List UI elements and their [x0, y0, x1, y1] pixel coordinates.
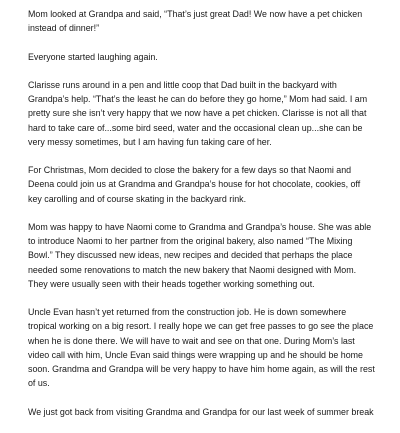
paragraph-clarisse-coop: Clarisse runs around in a pen and little coop that Dad built in the backyard with Grandpa’s help. “That’s the least he can do before they go home,” Mom had said. I am pretty sure she isn’t very happy that we now have a pet chicken. Clarisse is not all that hard to take care of...some bird seed, water and the occasional clean up...she can be very messy sometimes, but I am having fun taking care of her. — [28, 79, 368, 147]
document-body — [28, 7, 376, 433]
paragraph-uncle-evan: Uncle Evan hasn’t yet returned from the construction job. He is down somewhere tropical working on a big resort. I really hope we can get free passes to go see the place when he is done there. We will have to wait and see on that one. During Mom’s last video call with him, Uncle Evan said things were wrapping up and he should be home soon. Grandma and Grandpa will be very happy to have him home again, as will the rest of us. — [28, 307, 375, 389]
paragraph-naomi-bakery: Mom was happy to have Naomi come to Grandma and Grandpa’s house. She was able to introduce Naomi to her partner from the original bakery, also named “The Mixing Bowl.” They discussed new ideas, new recipes and decided that perhaps the place needed some renovations to match the new bakery that Naomi designed with Mom. They were usually seen with their heads together working something out. — [28, 221, 372, 289]
paragraph-everyone-laughing: Everyone started laughing again. — [28, 51, 158, 62]
paragraph-summer-break: We just got back from visiting Grandma and Grandpa for our last week of summer break — [28, 406, 374, 417]
paragraph-mom-pet-chicken: Mom looked at Grandpa and said, “That’s just great Dad! We now have a pet chicken instead of dinner!” — [28, 9, 363, 34]
paragraph-christmas: For Christmas, Mom decided to close the bakery for a few days so that Naomi and Deena could join us at Grandma and Grandpa’s house for hot chocolate, cookies, off key carolling and of course skating in the backyard rink. — [28, 165, 361, 204]
